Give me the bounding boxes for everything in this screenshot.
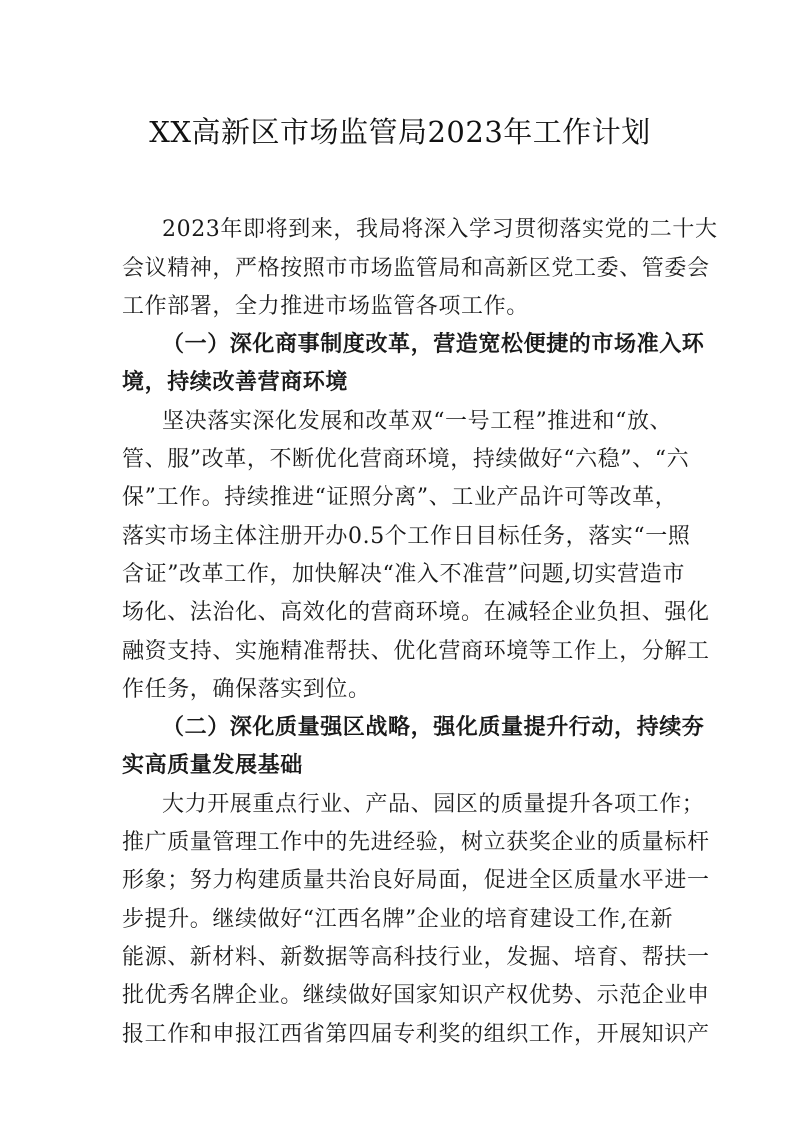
paragraph-line: 报工作和申报江西省第四届专利奖的组织工作，开展知识产 (122, 1022, 710, 1047)
section-heading: 境，持续改善营商环境 (122, 369, 349, 395)
paragraph-line: 工作部署，全力推进市场监管各项工作。 (122, 294, 529, 319)
paragraph-line: 落实市场主体注册开办0.5个工作日目标任务，落实“一照 (122, 524, 691, 549)
paragraph-line: 2023年即将到来，我局将深入学习贯彻落实党的二十大 (162, 217, 718, 242)
paragraph-line: 管、服”改革，不断优化营商环境，持续做好“六稳”、“六 (122, 447, 690, 472)
paragraph-line: 坚决落实深化发展和改革双“一号工程”推进和“放、 (162, 409, 673, 434)
paragraph-line: 能源、新材料、新数据等高科技行业，发掘、培育、帮扶一 (122, 945, 710, 970)
section-heading: 实高质量发展基础 (122, 752, 303, 778)
paragraph-line: 会议精神，严格按照市市场监管局和高新区党工委、管委会 (122, 256, 710, 281)
paragraph-line: 场化、法治化、高效化的营商环境。在减轻企业负担、强化 (122, 600, 710, 625)
paragraph-line: 融资支持、实施精准帮扶、优化营商环境等工作上，分解工 (122, 639, 710, 664)
section-heading: （一）深化商事制度改革，营造宽松便捷的市场准入环 (162, 331, 705, 357)
paragraph-line: 形象；努力构建质量共治良好局面，促进全区质量水平进一 (122, 868, 710, 893)
paragraph-line: 保”工作。持续推进“证照分离”、工业产品许可等改革， (122, 485, 678, 510)
paragraph-line: 作任务，确保落实到位。 (122, 677, 371, 702)
paragraph-line: 含证”改革工作，加快解决“准入不准营”问题,切实营造市 (122, 562, 685, 587)
document-title: XX高新区市场监管局2023年工作计划 (149, 115, 651, 149)
section-heading: （二）深化质量强区战略，强化质量提升行动，持续夯 (162, 714, 705, 740)
paragraph-line: 批优秀名牌企业。继续做好国家知识产权优势、示范企业申 (122, 983, 710, 1008)
paragraph-line: 大力开展重点行业、产品、园区的质量提升各项工作； (162, 792, 705, 817)
paragraph-line: 推广质量管理工作中的先进经验，树立获奖企业的质量标杆 (122, 830, 710, 855)
paragraph-line: 步提升。继续做好“江西名牌”企业的培育建设工作,在新 (122, 907, 674, 932)
